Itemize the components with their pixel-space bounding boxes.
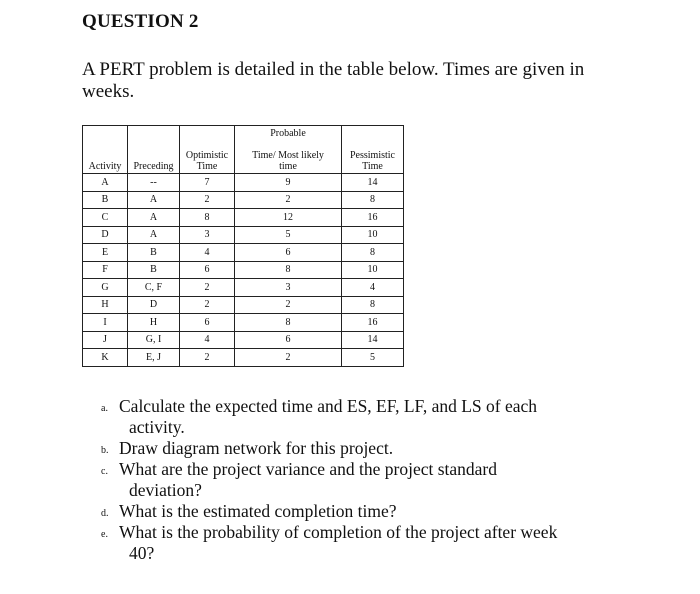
cell-activity: K: [83, 349, 128, 367]
cell-preceding: H: [128, 314, 180, 332]
cell-probable: 3: [235, 279, 342, 297]
cell-pessimistic: 5: [342, 349, 404, 367]
table-row: [83, 261, 404, 279]
cell-probable: 2: [235, 296, 342, 314]
cell-preceding: B: [128, 261, 180, 279]
cell-preceding: B: [128, 244, 180, 262]
table-row: [83, 349, 404, 367]
header-preceding: Preceding: [128, 126, 180, 174]
question-text-line: What is the probability of completion of the project after week: [119, 522, 558, 542]
cell-preceding: A: [128, 191, 180, 209]
cell-optimistic: 3: [180, 226, 235, 244]
question-text-line: What is the estimated completion time?: [119, 501, 397, 521]
question-text-line: Draw diagram network for this project.: [119, 438, 394, 458]
question-marker: e.: [101, 529, 108, 540]
cell-activity: A: [83, 174, 128, 192]
table-row: [83, 296, 404, 314]
header-activity: Activity: [83, 126, 128, 174]
cell-preceding: A: [128, 226, 180, 244]
intro-line-1: A PERT problem is detailed in the table below. Times are given in: [82, 59, 585, 80]
intro-line-2: weeks.: [82, 81, 135, 102]
question-marker: b.: [101, 445, 109, 456]
table-row: [83, 226, 404, 244]
question-heading: QUESTION 2: [82, 11, 199, 32]
cell-pessimistic: 8: [342, 244, 404, 262]
question-item: [101, 522, 614, 564]
cell-preceding: G, I: [128, 331, 180, 349]
cell-probable: 6: [235, 331, 342, 349]
cell-optimistic: 6: [180, 314, 235, 332]
cell-optimistic: 2: [180, 279, 235, 297]
table-row: [83, 244, 404, 262]
header-optimistic-time: Optimistic Time: [180, 126, 235, 174]
cell-optimistic: 4: [180, 244, 235, 262]
table-row: [83, 331, 404, 349]
question-text-line: Calculate the expected time and ES, EF, LF, and LS of each: [119, 396, 538, 416]
question-text-line: activity.: [129, 417, 185, 437]
cell-optimistic: 2: [180, 349, 235, 367]
cell-optimistic: 7: [180, 174, 235, 192]
question-marker: d.: [101, 508, 109, 519]
cell-pessimistic: 10: [342, 261, 404, 279]
pert-table-header-row: [83, 126, 404, 174]
question-marker: a.: [101, 403, 108, 414]
cell-activity: H: [83, 296, 128, 314]
cell-pessimistic: 8: [342, 296, 404, 314]
cell-activity: J: [83, 331, 128, 349]
cell-optimistic: 2: [180, 191, 235, 209]
header-pessimistic-time: Pessimistic Time: [342, 126, 404, 174]
header-probable-time: Probable Time/ Most likely time: [235, 126, 342, 174]
cell-optimistic: 4: [180, 331, 235, 349]
table-row: [83, 279, 404, 297]
question-text-line: What are the project variance and the project standard: [119, 459, 498, 479]
question-item: [101, 459, 614, 501]
cell-preceding: E, J: [128, 349, 180, 367]
question-list: [101, 396, 614, 564]
cell-pessimistic: 10: [342, 226, 404, 244]
cell-probable: 12: [235, 209, 342, 227]
cell-pessimistic: 14: [342, 331, 404, 349]
cell-activity: D: [83, 226, 128, 244]
cell-activity: F: [83, 261, 128, 279]
cell-probable: 8: [235, 314, 342, 332]
cell-probable: 5: [235, 226, 342, 244]
cell-probable: 2: [235, 349, 342, 367]
cell-activity: I: [83, 314, 128, 332]
question-item: [101, 501, 614, 522]
cell-probable: 9: [235, 174, 342, 192]
table-row: [83, 314, 404, 332]
question-item: [101, 438, 614, 459]
cell-optimistic: 6: [180, 261, 235, 279]
cell-pessimistic: 16: [342, 209, 404, 227]
cell-preceding: A: [128, 209, 180, 227]
cell-probable: 2: [235, 191, 342, 209]
pert-table-body: [83, 174, 404, 367]
cell-activity: B: [83, 191, 128, 209]
question-item: [101, 396, 614, 438]
cell-activity: G: [83, 279, 128, 297]
cell-preceding: C, F: [128, 279, 180, 297]
pert-table: [82, 125, 404, 367]
cell-probable: 6: [235, 244, 342, 262]
problem-intro: [82, 59, 622, 103]
cell-activity: C: [83, 209, 128, 227]
cell-activity: E: [83, 244, 128, 262]
cell-pessimistic: 16: [342, 314, 404, 332]
cell-preceding: D: [128, 296, 180, 314]
cell-probable: 8: [235, 261, 342, 279]
table-row: [83, 174, 404, 192]
question-marker: c.: [101, 466, 108, 477]
cell-pessimistic: 14: [342, 174, 404, 192]
question-text-line: 40?: [129, 543, 155, 563]
question-text-line: deviation?: [129, 480, 202, 500]
cell-pessimistic: 8: [342, 191, 404, 209]
cell-pessimistic: 4: [342, 279, 404, 297]
table-row: [83, 191, 404, 209]
cell-optimistic: 2: [180, 296, 235, 314]
table-row: [83, 209, 404, 227]
cell-optimistic: 8: [180, 209, 235, 227]
cell-preceding: --: [128, 174, 180, 192]
